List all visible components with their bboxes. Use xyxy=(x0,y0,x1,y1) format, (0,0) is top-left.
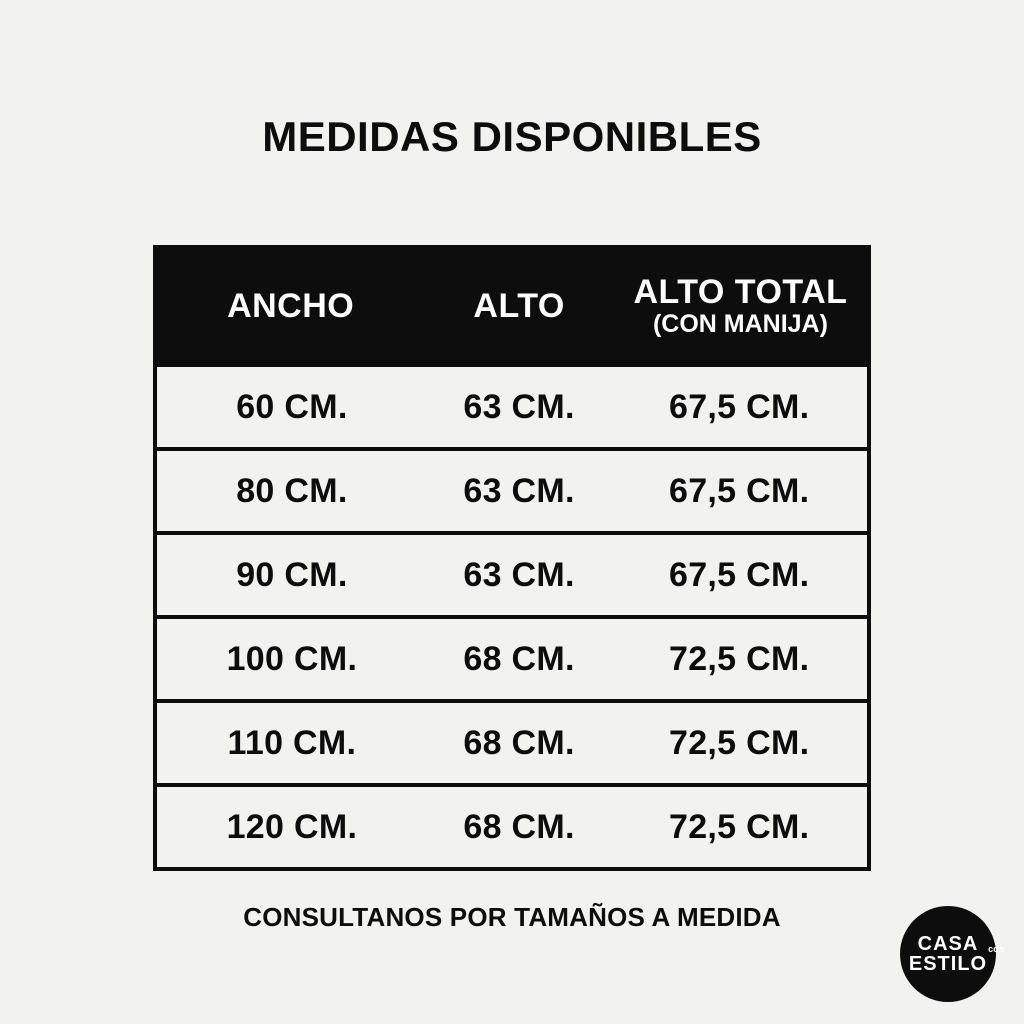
column-header-alto-total xyxy=(612,272,869,338)
table-row xyxy=(153,787,871,871)
measurements-table xyxy=(153,245,871,871)
column-header-alto-label: ALTO xyxy=(473,286,565,325)
column-header-ancho xyxy=(155,286,426,325)
table-header-row xyxy=(153,245,871,367)
brand-logo-superscript: con xyxy=(988,944,1005,954)
table-row xyxy=(153,367,871,451)
table-row xyxy=(153,619,871,703)
cell-alto-total: 72,5 CM. xyxy=(669,723,810,762)
cell-ancho: 100 CM. xyxy=(226,639,358,678)
brand-logo-line2-text: ESTILO xyxy=(908,953,988,975)
brand-logo-line1: CASA xyxy=(917,933,979,955)
page-title: MEDIDAS DISPONIBLES xyxy=(262,113,762,160)
cell-ancho: 110 CM. xyxy=(227,723,357,762)
table-row xyxy=(153,535,871,619)
cell-alto: 68 CM. xyxy=(463,723,575,762)
custom-size-note: CONSULTANOS POR TAMAÑOS A MEDIDA xyxy=(243,902,781,932)
cell-alto-total: 67,5 CM. xyxy=(669,471,810,510)
cell-alto-total: 72,5 CM. xyxy=(669,807,810,846)
brand-logo xyxy=(900,906,1005,1002)
cell-alto-total: 67,5 CM. xyxy=(669,387,810,426)
cell-alto: 63 CM. xyxy=(463,555,575,594)
table-row xyxy=(153,451,871,535)
table-row xyxy=(153,703,871,787)
cell-ancho: 60 CM. xyxy=(236,387,348,426)
cell-alto: 63 CM. xyxy=(463,387,575,426)
column-header-alto xyxy=(426,286,612,325)
cell-alto: 63 CM. xyxy=(463,471,575,510)
cell-alto: 68 CM. xyxy=(463,639,575,678)
column-header-alto-total-sublabel: (CON MANIJA) xyxy=(652,309,828,338)
cell-alto: 68 CM. xyxy=(463,807,575,846)
cell-ancho: 90 CM. xyxy=(236,555,348,594)
cell-alto-total: 67,5 CM. xyxy=(669,555,810,594)
cell-ancho: 120 CM. xyxy=(226,807,358,846)
cell-ancho: 80 CM. xyxy=(236,471,348,510)
column-header-ancho-label: ANCHO xyxy=(227,286,355,325)
cell-alto-total: 72,5 CM. xyxy=(669,639,810,678)
column-header-alto-total-label: ALTO TOTAL xyxy=(633,272,848,311)
